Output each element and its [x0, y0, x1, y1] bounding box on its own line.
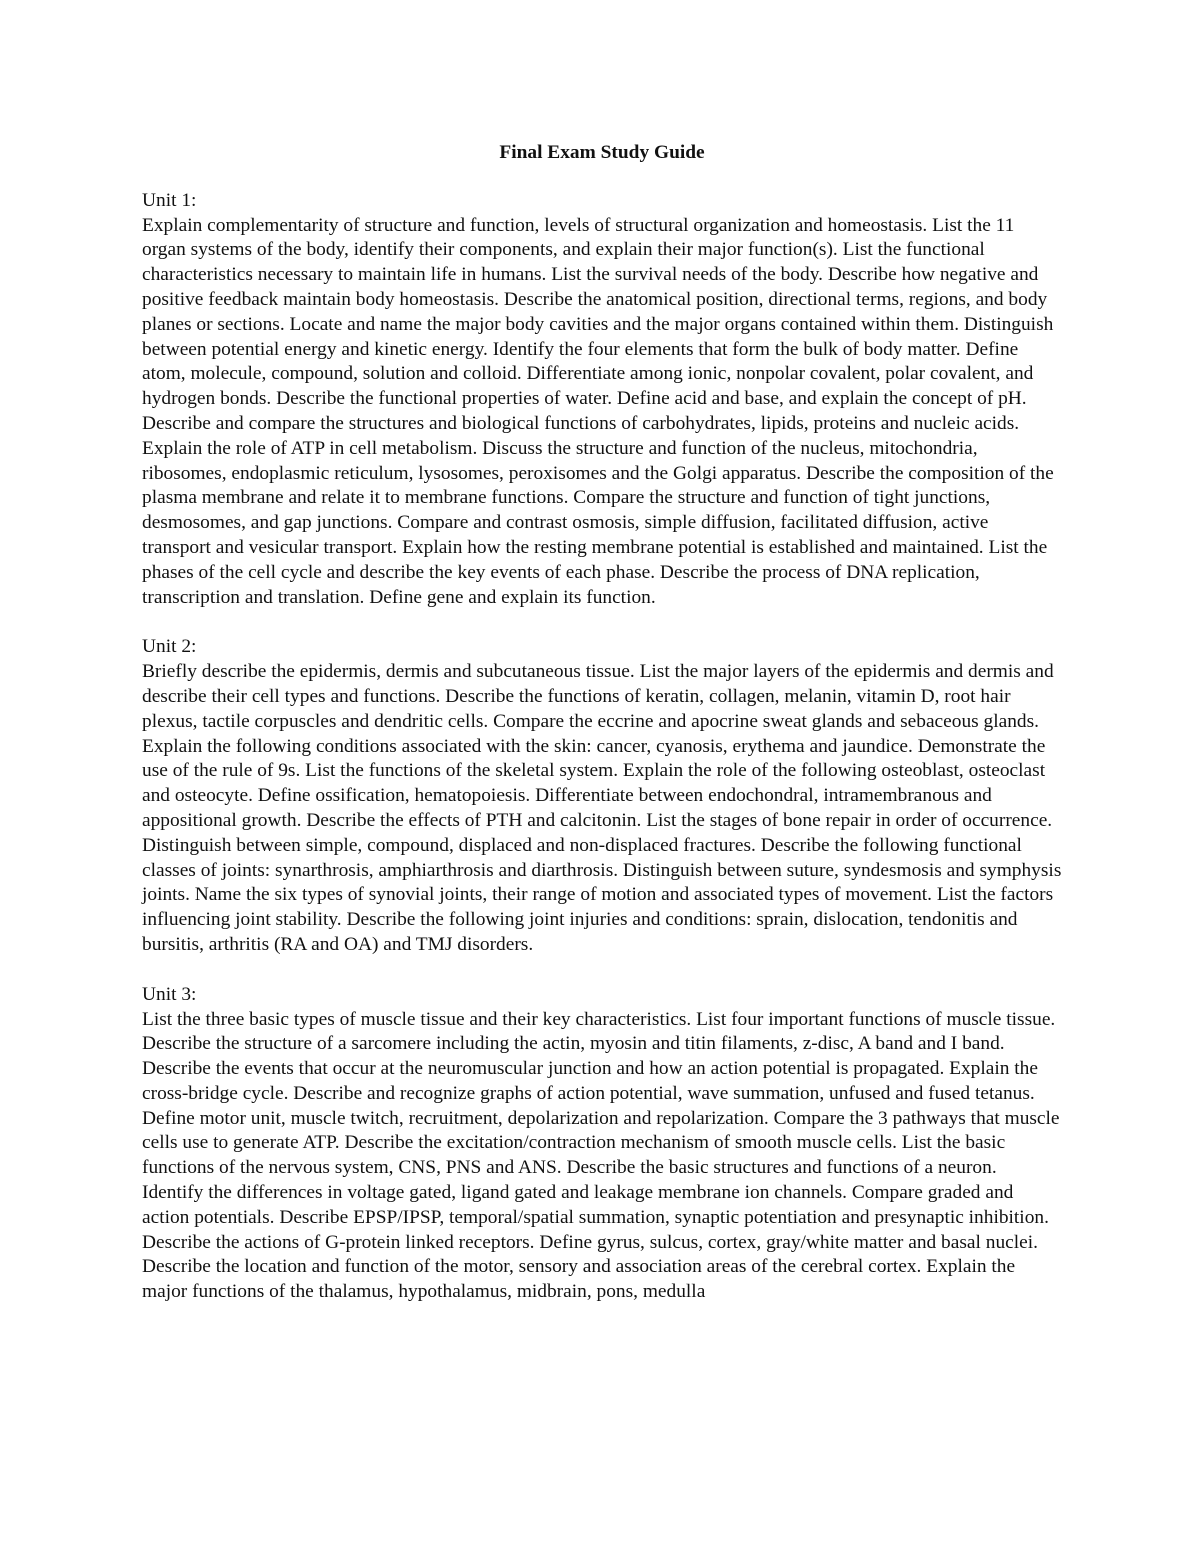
unit-3-section — [142, 983, 1062, 1305]
unit-3-text: List the three basic types of muscle tissue and their key characteristics. List four important functions of muscle tissue. Describe the structure of a sarcomere including the actin, myosin and titin filaments, z-disc, A band and I band. Describe the events that occur at the neuromuscular junction and how an action potential is propagated. Explain the cross-bridge cycle. Describe and recognize graphs of action potential, wave summation, unfused and fused tetanus. Define motor unit, muscle twitch, recruitment, depolarization and repolarization. Compare the 3 pathways that muscle cells use to generate ATP. Describe the excitation/contraction mechanism of smooth muscle cells. List the basic functions of the nervous system, CNS, PNS and ANS. Describe the basic structures and functions of a neuron. Identify the differences in voltage gated, ligand gated and leakage membrane ion channels. Compare graded and action potentials. Describe EPSP/IPSP, temporal/spatial summation, synaptic potentiation and presynaptic inhibition. Describe the actions of G-protein linked receptors. Define gyrus, sulcus, cortex, gray/white matter and basal nuclei. Describe the location and function of the motor, sensory and association areas of the cerebral cortex. Explain the major functions of the thalamus, hypothalamus, midbrain, pons, medulla — [142, 1008, 1060, 1303]
unit-2-heading: Unit 2: — [142, 636, 197, 658]
unit-3-heading: Unit 3: — [142, 983, 197, 1005]
unit-2-section — [142, 635, 1062, 957]
unit-1-heading: Unit 1: — [142, 189, 197, 211]
document-title: Final Exam Study Guide — [499, 142, 705, 163]
unit-2-text: Briefly describe the epidermis, dermis and subcutaneous tissue. List the major layers of the epidermis and dermis and describe their cell types and functions. Describe the functions of keratin, collagen, melanin, vitamin D, root hair plexus, tactile corpuscles and dendritic cells. Compare the eccrine and apocrine sweat glands and sebaceous glands. Explain the following conditions associated with the skin: cancer, cyanosis, erythema and jaundice. Demonstrate the use of the rule of 9s. List the functions of the skeletal system. Explain the role of the following osteoblast, osteoclast and osteocyte. Define ossification, hematopoiesis. Differentiate between endochondral, intramembranous and appositional growth. Describe the effects of PTH and calcitonin. List the stages of bone repair in order of occurrence. Distinguish between simple, compound, displaced and non-displaced fractures. Describe the following functional classes of joints: synarthrosis, amphiarthrosis and diarthrosis. Distinguish between suture, syndesmosis and symphysis joints. Name the six types of synovial joints, their range of motion and associated types of movement. List the factors influencing joint stability. Describe the following joint injuries and conditions: sprain, dislocation, tendonitis and bursitis, arthritis (RA and OA) and TMJ disorders. — [142, 661, 1062, 955]
unit-1-section — [142, 189, 1062, 611]
unit-1-text: Explain complementarity of structure and function, levels of structural organization and homeostasis. List the 11 organ systems of the body, identify their components, and explain their major function(s). List the functional characteristics necessary to maintain life in humans. List the survival needs of the body. Describe how negative and positive feedback maintain body homeostasis. Describe the anatomical position, directional terms, regions, and body planes or sections. Locate and name the major body cavities and the major organs contained within them. Distinguish between potential energy and kinetic energy. Identify the four elements that form the bulk of body matter. Define atom, molecule, compound, solution and colloid. Differentiate among ionic, nonpolar covalent, polar covalent, and hydrogen bonds. Describe the functional properties of water. Define acid and base, and explain the concept of pH. Describe and compare the structures and biological functions of carbohydrates, lipids, proteins and nucleic acids. Explain the role of ATP in cell metabolism. Discuss the structure and function of the nucleus, mitochondria, ribosomes, endoplasmic reticulum, lysosomes, peroxisomes and the Golgi apparatus. Describe the composition of the plasma membrane and relate it to membrane functions. Compare the structure and function of tight junctions, desmosomes, and gap junctions. Compare and contrast osmosis, simple diffusion, facilitated diffusion, active transport and vesicular transport. Explain how the resting membrane potential is established and maintained. List the phases of the cell cycle and describe the key events of each phase. Describe the process of DNA replication, transcription and translation. Define gene and explain its function. — [142, 214, 1054, 608]
document-body — [142, 141, 1062, 1330]
